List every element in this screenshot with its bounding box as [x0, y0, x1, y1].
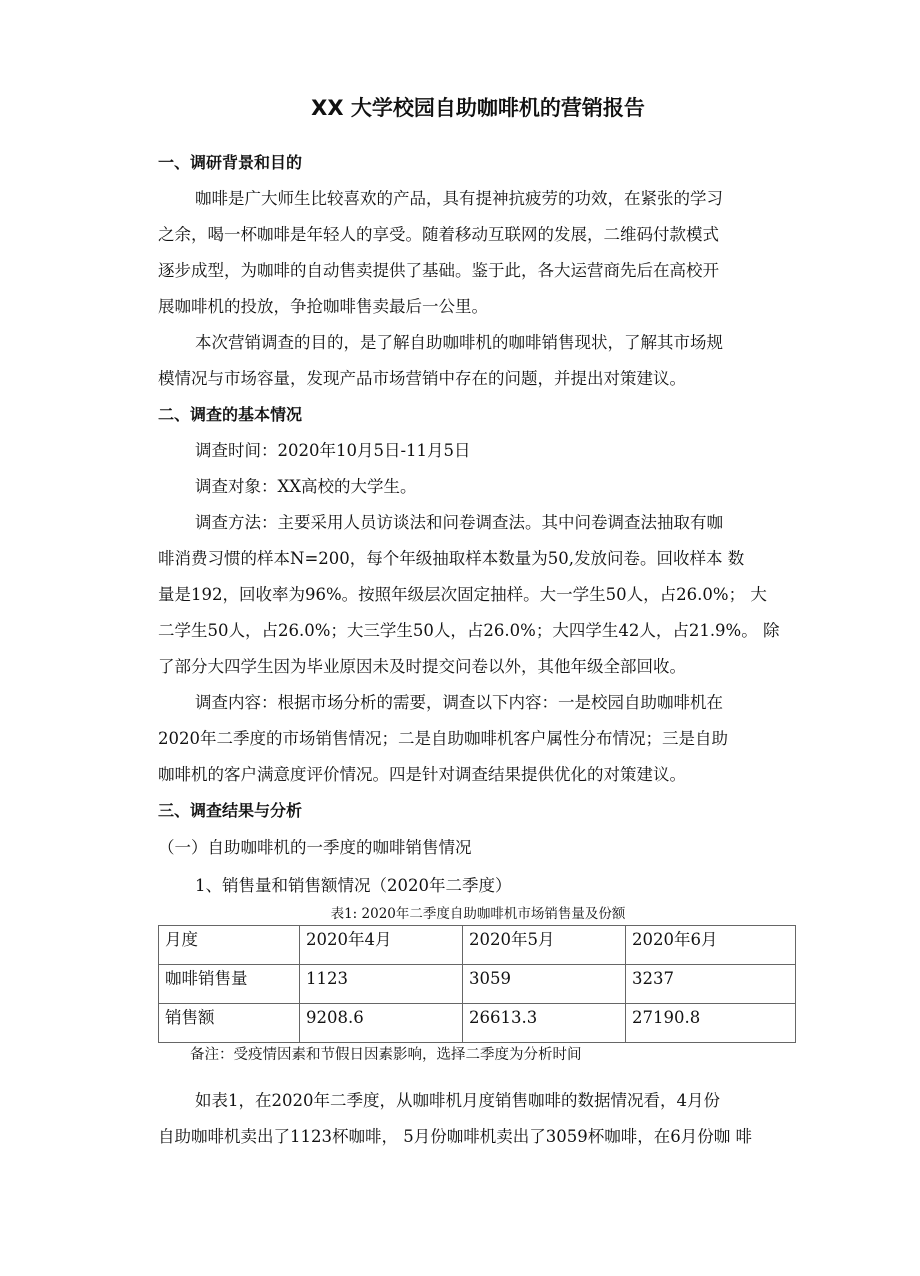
table-row	[159, 965, 796, 1004]
survey-target: 调查对象：XX高校的大学生。	[195, 477, 417, 496]
paragraph-background	[158, 181, 798, 325]
subsection-heading-2: 1、销售量和销售额情况（2020年二季度）	[195, 876, 512, 895]
paragraph-method	[158, 505, 798, 685]
paragraph-purpose	[158, 325, 798, 397]
text-line: 了部分大四学生因为毕业原因未及时提交问卷以外，其他年级全部回收。	[158, 657, 686, 676]
sales-table	[158, 925, 796, 1043]
text-line: 之余，喝一杯咖啡是年轻人的享受。随着移动互联网的发展，二维码付款模式	[158, 225, 719, 244]
table-note: 备注：受疫情因素和节假日因素影响，选择二季度为分析时间	[190, 1047, 582, 1063]
table-cell: 2020年5月	[463, 926, 626, 965]
paragraph-analysis	[158, 1083, 798, 1155]
table-cell: 9208.6	[300, 1004, 463, 1043]
table-cell: 月度	[159, 926, 300, 965]
text-line: 展咖啡机的投放，争抢咖啡售卖最后一公里。	[158, 297, 488, 316]
text-line: 本次营销调查的目的，是了解自助咖啡机的咖啡销售现状，了解其市场规	[195, 333, 723, 352]
table-caption: 表1: 2020年二季度自助咖啡机市场销售量及份额	[330, 906, 626, 922]
table-row	[159, 1004, 796, 1043]
text-line: 调查方法：主要采用人员访谈法和问卷调查法。其中问卷调查法抽取有咖	[195, 513, 723, 532]
text-line: 逐步成型，为咖啡的自动售卖提供了基础。鉴于此，各大运营商先后在高校开	[158, 261, 719, 280]
subsection-heading: （一）自助咖啡机的一季度的咖啡销售情况	[158, 838, 472, 857]
text-line: 二学生50人，占26.0%；大三学生50人，占26.0%；大四学生42人，占21.9%。 除	[158, 621, 780, 640]
text-line: 量是192，回收率为96%。按照年级层次固定抽样。大一学生50人，占26.0%； 大	[158, 585, 767, 604]
table-cell: 2020年4月	[300, 926, 463, 965]
table-row	[159, 926, 796, 965]
table-cell: 3237	[626, 965, 796, 1004]
table-cell: 3059	[463, 965, 626, 1004]
text-line: 自助咖啡机卖出了1123杯咖啡， 5月份咖啡机卖出了3059杯咖啡，在6月份咖 啡	[158, 1127, 752, 1146]
section-heading-results: 三、调查结果与分析	[158, 801, 303, 820]
survey-time: 调查时间：2020年10月5日-11月5日	[195, 441, 471, 460]
table-cell: 26613.3	[463, 1004, 626, 1043]
document-page	[158, 88, 798, 1155]
table-cell: 销售额	[159, 1004, 300, 1043]
section-heading-background: 一、调研背景和目的	[158, 153, 303, 172]
table-cell: 27190.8	[626, 1004, 796, 1043]
section-heading-basics: 二、调查的基本情况	[158, 405, 303, 424]
text-line: 咖啡机的客户满意度评价情况。四是针对调查结果提供优化的对策建议。	[158, 765, 686, 784]
text-line: 调查内容：根据市场分析的需要，调查以下内容：一是校园自助咖啡机在	[195, 693, 723, 712]
table-cell: 2020年6月	[626, 926, 796, 965]
text-line: 咖啡是广大师生比较喜欢的产品，具有提神抗疲劳的功效，在紧张的学习	[195, 189, 723, 208]
document-title: XX 大学校园自助咖啡机的营销报告	[311, 96, 645, 120]
table-cell: 1123	[300, 965, 463, 1004]
text-line: 啡消费习惯的样本N=200，每个年级抽取样本数量为50,发放问卷。回收样本 数	[158, 549, 745, 568]
paragraph-content	[158, 685, 798, 793]
table-cell: 咖啡销售量	[159, 965, 300, 1004]
text-line: 模情况与市场容量，发现产品市场营销中存在的问题，并提出对策建议。	[158, 369, 686, 388]
text-line: 2020年二季度的市场销售情况；二是自助咖啡机客户属性分布情况；三是自助	[158, 729, 728, 748]
text-line: 如表1，在2020年二季度，从咖啡机月度销售咖啡的数据情况看，4月份	[195, 1091, 720, 1110]
